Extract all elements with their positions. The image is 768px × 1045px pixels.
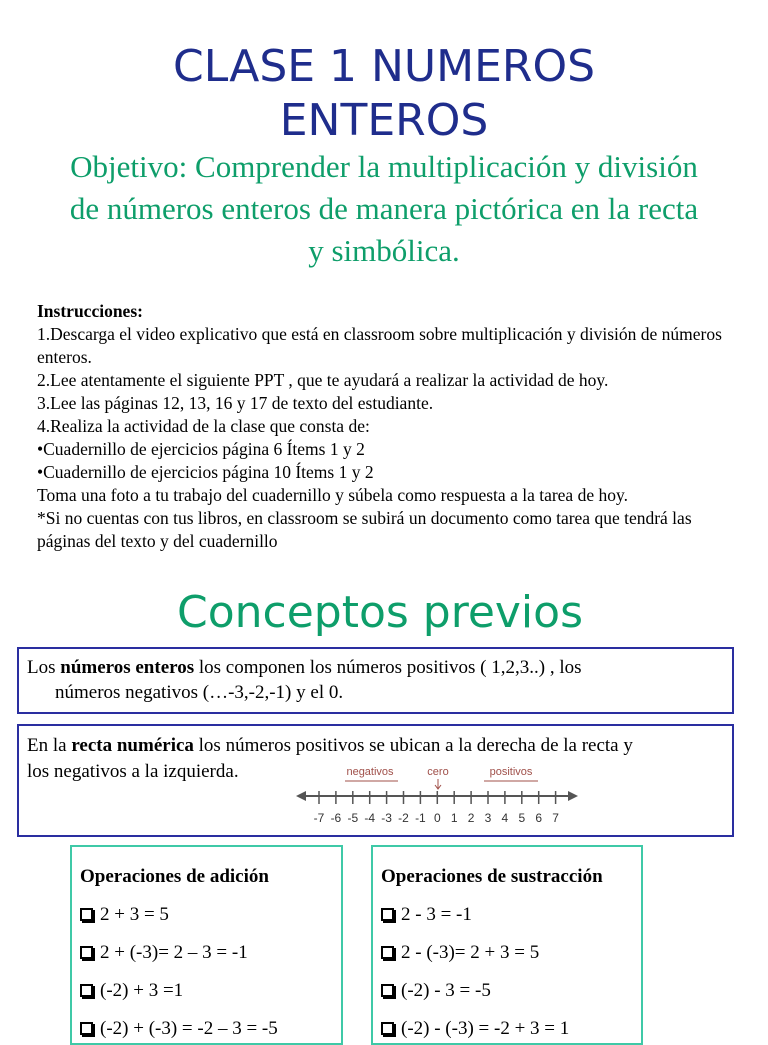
objective-text: Objetivo: Comprender la multiplicación y división de números enteros de manera pictórica en la recta y simbólica. <box>69 149 699 268</box>
title-line-2: ENTEROS <box>279 95 489 146</box>
subtraction-item <box>381 941 633 965</box>
integers-term: números enteros <box>60 657 195 678</box>
tick-label: 6 <box>535 811 543 825</box>
label-zero: cero <box>427 766 449 778</box>
subtraction-item <box>381 979 633 1003</box>
instruction-line: 4.Realiza la actividad de la clase que consta de: <box>37 416 370 436</box>
subtraction-title: Operaciones de sustracción <box>381 866 603 887</box>
tick-label: 0 <box>433 811 441 825</box>
subtraction-operations-box <box>371 845 643 1045</box>
subtraction-item-text: (-2) - (-3) = -2 + 3 = 1 <box>401 1018 570 1039</box>
label-negatives: negativos <box>346 766 394 778</box>
tick-label: -2 <box>398 811 409 825</box>
instruction-line: *Si no cuentas con tus libros, en classroom se subirá un documento como tarea que tendrá las páginas del texto y del cuadernillo <box>37 508 692 551</box>
line-prefix: En la <box>27 735 72 756</box>
instruction-line: •Cuadernillo de ejercicios página 6 Ítems 1 y 2 <box>37 439 365 459</box>
integers-rest: los componen los números positivos ( 1,2,3..) , los <box>194 657 582 678</box>
zero-arrow-icon <box>435 779 441 789</box>
left-arrow-icon <box>296 791 306 801</box>
instruction-line: 2.Lee atentamente el siguiente PPT , que te ayudará a realizar la actividad de hoy. <box>37 370 609 390</box>
tick-label: -3 <box>381 811 392 825</box>
tick-label: 4 <box>501 811 509 825</box>
addition-item <box>80 979 333 1003</box>
subtraction-item <box>381 1017 633 1041</box>
instruction-line: 1.Descarga el video explicativo que está en classroom sobre multiplicación y división de números enteros. <box>37 324 722 367</box>
instruction-line: Toma una foto a tu trabajo del cuadernillo y súbela como respuesta a la tarea de hoy. <box>37 485 628 505</box>
integers-line-2: números negativos (…-3,-2,-1) y el 0. <box>55 682 344 703</box>
line-term: recta numérica <box>71 735 194 756</box>
line-rest: los números positivos se ubican a la derecha de la recta y <box>193 735 633 756</box>
instruction-line: •Cuadernillo de ejercicios página 10 Ítems 1 y 2 <box>37 462 374 482</box>
checkbox-icon <box>381 946 394 959</box>
addition-item-text: 2 + 3 = 5 <box>100 904 169 925</box>
tick-label: 2 <box>467 811 475 825</box>
tick-label: 1 <box>450 811 458 825</box>
addition-item-text: (-2) + (-3) = -2 – 3 = -5 <box>100 1018 278 1039</box>
addition-item <box>80 903 333 927</box>
subtraction-item-text: 2 - (-3)= 2 + 3 = 5 <box>401 942 540 963</box>
label-positives: positivos <box>489 766 533 778</box>
addition-title: Operaciones de adición <box>80 866 269 887</box>
addition-item-text: 2 + (-3)= 2 – 3 = -1 <box>100 942 248 963</box>
number-line-text-2: los negativos a la izquierda. <box>27 761 239 782</box>
tick-label: -6 <box>330 811 342 825</box>
subtraction-item-text: 2 - 3 = -1 <box>401 904 472 925</box>
addition-item-text: (-2) + 3 =1 <box>100 980 184 1001</box>
tick-label: -7 <box>313 811 325 825</box>
tick-label: -5 <box>347 811 359 825</box>
addition-operations-box <box>70 845 343 1045</box>
checkbox-icon <box>381 984 394 997</box>
title-line-1: CLASE 1 NUMEROS <box>172 41 596 92</box>
section-title: Conceptos previos <box>176 587 584 638</box>
subtraction-item <box>381 903 633 927</box>
tick-label: 7 <box>552 811 559 825</box>
instructions-heading: Instrucciones: <box>37 301 143 321</box>
checkbox-icon <box>381 908 394 921</box>
checkbox-icon <box>80 908 93 921</box>
tick-label: -4 <box>364 811 376 825</box>
integers-prefix: Los <box>27 657 61 678</box>
subtraction-item-text: (-2) - 3 = -5 <box>401 980 491 1001</box>
tick-label: 3 <box>484 811 492 825</box>
addition-item <box>80 1017 333 1041</box>
addition-item <box>80 941 333 965</box>
instruction-line: 3.Lee las páginas 12, 13, 16 y 17 de texto del estudiante. <box>37 393 434 413</box>
checkbox-icon <box>80 984 93 997</box>
tick-label: 5 <box>518 811 526 825</box>
checkbox-icon <box>80 946 93 959</box>
right-arrow-icon <box>568 791 578 801</box>
tick-label: -1 <box>415 811 426 825</box>
